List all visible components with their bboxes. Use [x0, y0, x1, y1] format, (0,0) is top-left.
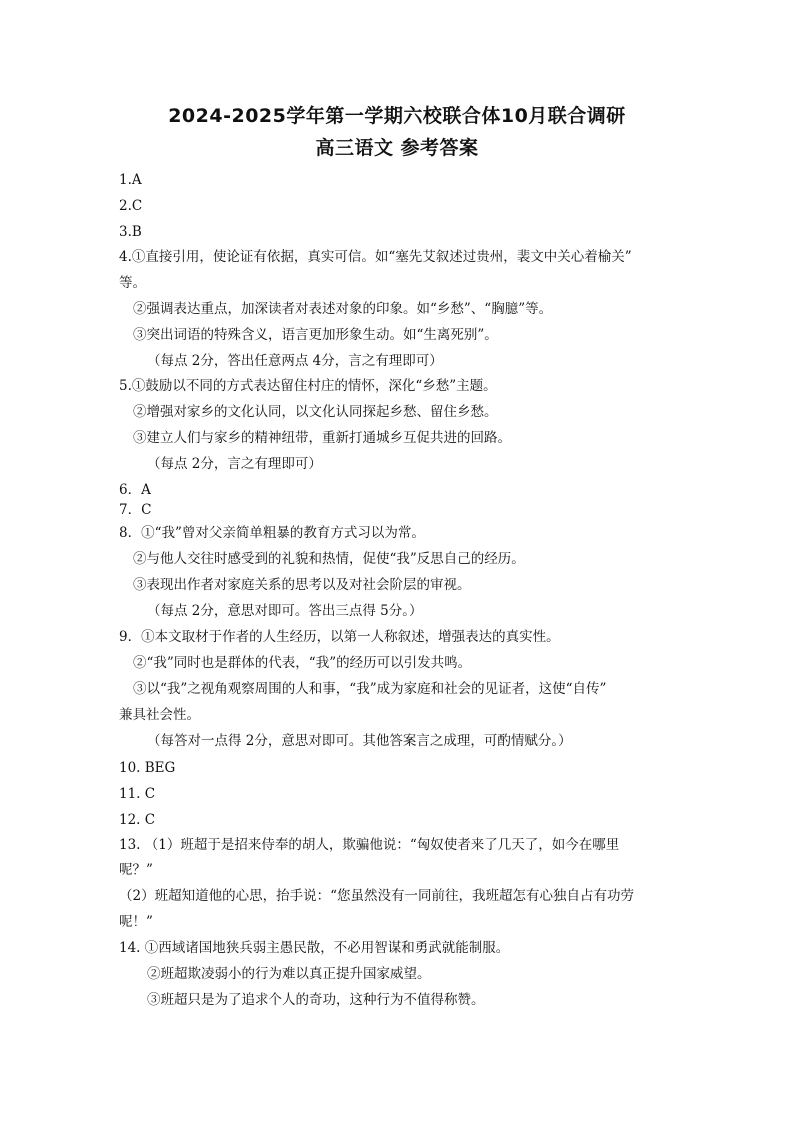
answer-q4-line: 等。 [119, 275, 146, 291]
answer-q9-line: 9．①本文取材于作者的人生经历，以第一人称叙述，增强表达的真实性。 [119, 629, 560, 645]
answer-q5-line: 5.①鼓励以不同的方式表达留住村庄的情怀，深化“乡愁”主题。 [119, 378, 497, 394]
answer-q9-line: ③以“我”之视角观察周围的人和事，“我”成为家庭和社会的见证者，这使“自传” [133, 681, 607, 697]
answer-q14-line: ②班超欺凌弱小的行为难以真正提升国家威望。 [147, 966, 431, 982]
answer-q13-line: 呢！” [119, 914, 153, 930]
document-title: 2024-2025学年第一学期六校联合体10月联合调研 [168, 105, 626, 127]
answer-q13-line: （2）班超知道他的心思，抬手说：“您虽然没有一同前往，我班超怎有心独自占有功劳 [119, 888, 634, 904]
answer-q4-line: ②强调表达重点，加深读者对表述对象的印象。如“乡愁”、“胸臆”等。 [133, 301, 553, 317]
answer-q8-scoring-note: （每点 2分，意思对即可。答出三点得 5分。） [147, 603, 423, 619]
answer-q9-line: ②“我”同时也是群体的代表，“我”的经历可以引发共鸣。 [133, 655, 472, 671]
answer-q4-scoring-note: （每点 2分，答出任意两点 4分，言之有理即可） [147, 353, 443, 369]
answer-q5-line: ②增强对家乡的文化认同，以文化认同探起乡愁、留住乡愁。 [133, 404, 498, 420]
answer-q11: 11. C [119, 786, 156, 802]
answer-q6: 6．A [119, 482, 151, 498]
answer-q2: 2.C [119, 198, 143, 214]
document-subtitle: 高三语文 参考答案 [315, 137, 479, 159]
answer-q13-line: 13. （1）班超于是招来侍奉的胡人，欺骗他说：“匈奴使者来了几天了，如今在哪里 [119, 837, 620, 853]
answer-q9-line: 兼具社会性。 [119, 707, 200, 723]
answer-q4-line: ③突出词语的特殊含义，语言更加形象生动。如“生离死别”。 [133, 327, 498, 343]
answer-q8-line: 8．①“我”曾对父亲简单粗暴的教育方式习以为常。 [119, 525, 425, 541]
answer-q14-line: ③班超只是为了追求个人的奇功，这种行为不值得称赞。 [147, 992, 485, 1008]
answer-q9-scoring-note: （每答对一点得 2分，意思对即可。其他答案言之成理，可酌情赋分。） [147, 733, 572, 749]
answer-q13-line: 呢？” [119, 862, 153, 878]
answer-q7: 7．C [119, 502, 152, 518]
answer-q8-line: ②与他人交往时感受到的礼貌和热情，促使“我”反思自己的经历。 [133, 551, 525, 567]
answer-q4-line: 4.①直接引用，使论证有依据，真实可信。如“塞先艾叙述过贵州，裴文中关心着榆关” [119, 249, 632, 265]
answer-q12: 12. C [119, 812, 156, 828]
answer-q1: 1.A [119, 172, 142, 188]
answer-q14-line: 14. ①西域诸国地狭兵弱主愚民散，不必用智谋和勇武就能制服。 [119, 940, 510, 956]
answer-q10: 10. BEG [119, 760, 176, 776]
answer-q8-line: ③表现出作者对家庭关系的思考以及对社会阶层的审视。 [133, 577, 471, 593]
answer-q3: 3.B [119, 224, 142, 240]
answer-q5-line: ③建立人们与家乡的精神纽带，重新打通城乡互促共进的回路。 [133, 430, 511, 446]
answer-q5-scoring-note: （每点 2分，言之有理即可） [147, 456, 322, 472]
